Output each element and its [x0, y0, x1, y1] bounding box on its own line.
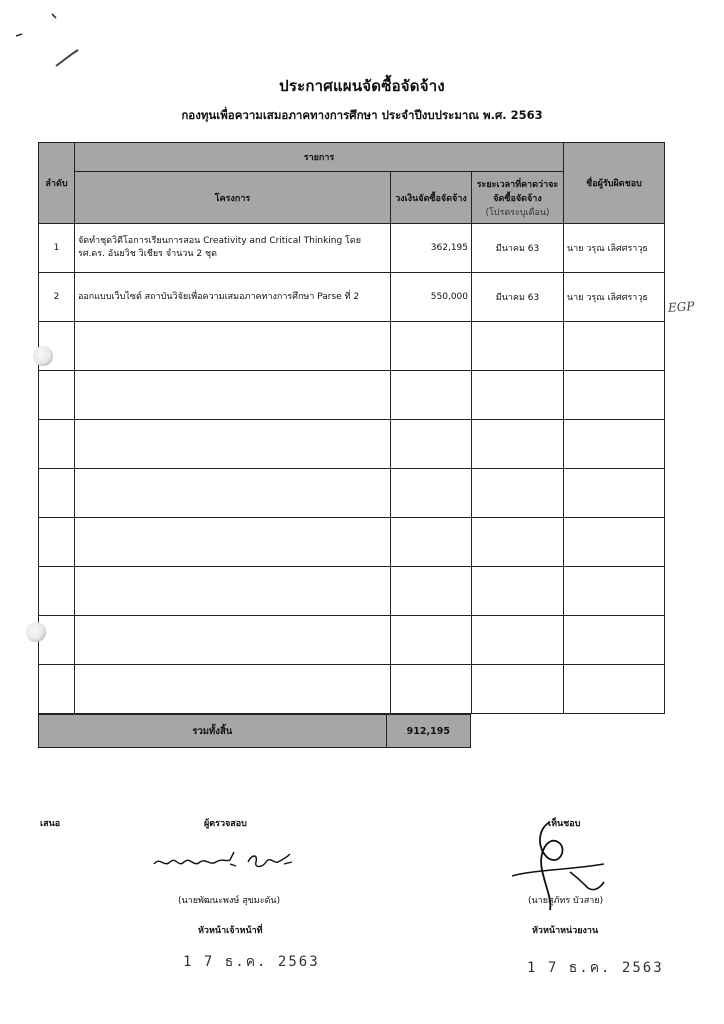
punch-hole-top — [33, 346, 53, 366]
header-period-note: (โปรดระบุเดือน) — [485, 207, 550, 218]
row-period: มีนาคม 63 — [472, 224, 564, 273]
approver-name: (นายสุภัทร บัวสาย) — [528, 896, 604, 906]
row-no: 2 — [39, 273, 75, 322]
empty-row — [39, 567, 665, 616]
row-budget: 550,000 — [391, 273, 472, 322]
header-period — [472, 172, 564, 224]
approve-label: เห็นชอบ — [548, 819, 581, 829]
row-project: ออกแบบเว็บไซต์ สถาบันวิจัยเพื่อความเสมอภาคทางการศึกษา Parse ที่ 2 — [75, 273, 391, 322]
punch-hole-bottom — [26, 622, 46, 642]
total-value: 912,195 — [386, 715, 470, 748]
propose-label: เสนอ — [40, 819, 61, 829]
empty-row — [39, 616, 665, 665]
table-row — [39, 273, 665, 322]
empty-row — [39, 665, 665, 714]
approver-date-stamp: 1 7 ธ.ค. 2563 — [527, 960, 664, 976]
row-period: มีนาคม 63 — [472, 273, 564, 322]
document-subtitle: กองทุนเพื่อความเสมอภาคทางการศึกษา ประจำปีงบประมาณ พ.ศ. 2563 — [181, 108, 543, 122]
approver-position: หัวหน้าหน่วยงาน — [532, 926, 599, 936]
row-responsible: นาย วรุณ เลิศศราวุธ — [564, 224, 665, 273]
checker-name: (นายพัฒนะพงษ์ สุขมะดัน) — [178, 896, 281, 906]
checker-label: ผู้ตรวจสอบ — [204, 819, 247, 829]
row-no: 1 — [39, 224, 75, 273]
procurement-plan-table — [38, 142, 665, 714]
empty-row — [39, 518, 665, 567]
header-items-group: รายการ — [75, 143, 564, 172]
total-label: รวมทั้งสิ้น — [39, 715, 387, 748]
header-project: โครงการ — [75, 172, 391, 224]
table-row — [39, 224, 665, 273]
header-responsible: ชื่อผู้รับผิดชอบ — [564, 143, 665, 224]
total-row — [38, 714, 471, 748]
header-no: ลำดับ — [39, 143, 75, 224]
row-budget: 362,195 — [391, 224, 472, 273]
empty-row — [39, 469, 665, 518]
row-responsible: นาย วรุณ เลิศศราวุธ — [564, 273, 665, 322]
checker-signature — [150, 842, 300, 880]
empty-row — [39, 322, 665, 371]
checker-date-stamp: 1 7 ธ.ค. 2563 — [183, 954, 320, 970]
empty-row — [39, 420, 665, 469]
header-period-label: ระยะเวลาที่คาดว่าจะจัดซื้อจัดจ้าง — [476, 179, 559, 204]
header-budget: วงเงินจัดซื้อจัดจ้าง — [391, 172, 472, 224]
checker-position: หัวหน้าเจ้าหน้าที่ — [198, 926, 263, 936]
corner-pen-mark — [8, 6, 88, 76]
margin-note: EGP — [667, 299, 695, 315]
empty-row — [39, 371, 665, 420]
row-project: จัดทำชุดวิดีโอการเรียนการสอน Creativity and Critical Thinking โดย รศ.ดร. อันยวิช วิเชียร จำนวน 2 ชุด — [75, 224, 391, 273]
document-title: ประกาศแผนจัดซื้อจัดจ้าง — [279, 77, 445, 95]
